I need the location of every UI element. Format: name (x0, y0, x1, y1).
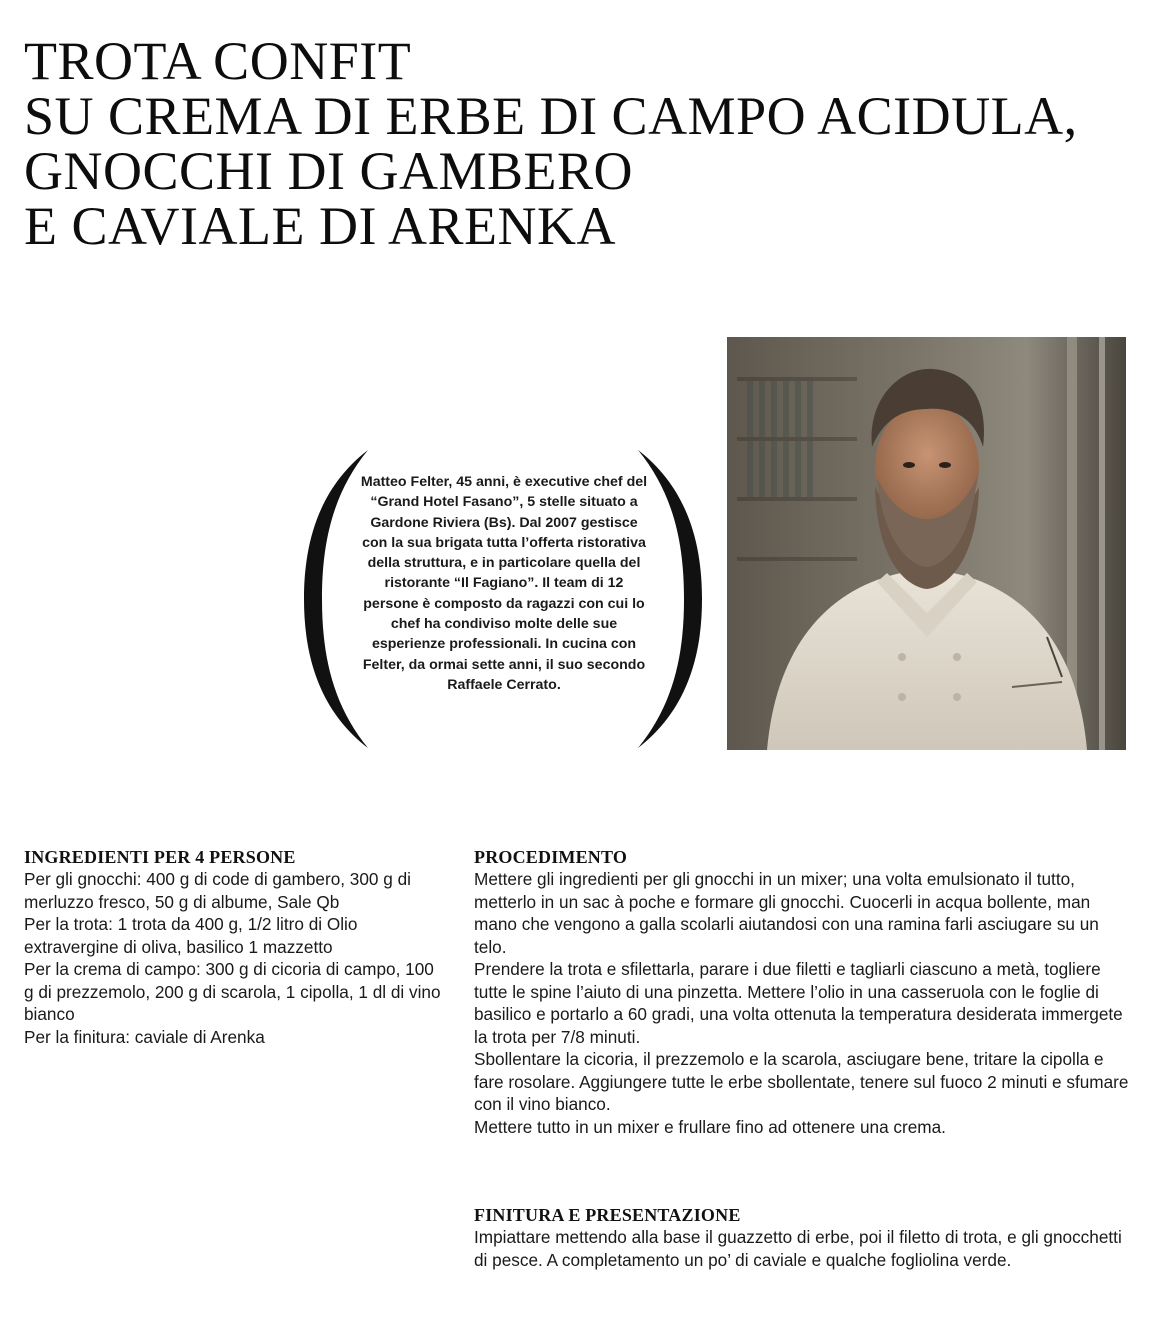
ingredients-list (24, 868, 442, 1048)
procedure-paragraph: Mettere tutto in un mixer e frullare fino ad ottenere una crema. (474, 1116, 946, 1137)
finishing-section (474, 1204, 1134, 1271)
right-parenthesis-icon (628, 448, 708, 750)
title-line-2: SU CREMA DI ERBE DI CAMPO ACIDULA, (24, 86, 1078, 146)
chef-bio-text: Matteo Felter, 45 anni, è executive chef del “Grand Hotel Fasano”, 5 stelle situato a Gardone Riviera (Bs). Dal 2007 gestisce con la sua brigata tutta l’offerta ristorativa della struttura, e in particolare quella del ristorante “Il Fagiano”. Il team di 12 persone è composto da ragazzi con cui lo chef ha condiviso molte delle sue esperienze professionali. In cucina con Felter, da ormai sette anni, il suo secondo Raffaele Cerrato. (360, 474, 648, 693)
ingredients-item: Per gli gnocchi: 400 g di code di gambero, 300 g di merluzzo fresco, 50 g di albume, Sale Qb (24, 869, 411, 912)
chef-bio-block (298, 448, 708, 750)
procedure-paragraph: Mettere gli ingredienti per gli gnocchi in un mixer; una volta emulsionato il tutto, metterlo in un sac à poche e formare gli gnocchi. Cuocerli in acqua bollente, man mano che vengono a galla scolarli aiutandosi con una ramina farli asciugare su un telo. (474, 869, 1099, 957)
ingredients-heading: INGREDIENTI PER 4 PERSONE (24, 847, 296, 867)
title-line-1: TROTA CONFIT (24, 31, 412, 91)
ingredients-item: Per la finitura: caviale di Arenka (24, 1026, 265, 1047)
procedure-paragraph: Prendere la trota e sfilettarla, parare i due filetti e tagliarli ciascuno a metà, togliere tutte le spine l’aiuto di una pinzetta. Mettere l’olio in una casseruola con le foglie di basilico e portarlo a 60 gradi, una volta ottenuta la temperatura desiderata immergete la trota per 7/8 minuti. (474, 959, 1123, 1047)
ingredients-section (24, 846, 442, 1048)
title-line-4: E CAVIALE DI ARENKA (24, 196, 616, 256)
ingredients-item: Per la crema di campo: 300 g di cicoria di campo, 100 g di prezzemolo, 200 g di scarola, 1 cipolla, 1 dl di vino bianco (24, 959, 441, 1024)
recipe-title (24, 31, 1144, 256)
chef-portrait (727, 337, 1126, 750)
title-line-3: GNOCCHI DI GAMBERO (24, 141, 634, 201)
finishing-body (474, 1226, 1134, 1271)
procedure-section (474, 846, 1134, 1138)
procedure-paragraph: Sbollentare la cicoria, il prezzemolo e la scarola, asciugare bene, tritare la cipolla e fare rosolare. Aggiungere tutte le erbe sbollentate, tenere sul fuoco 2 minuti e sfumare con il vino bianco. (474, 1049, 1129, 1114)
finishing-heading: FINITURA E PRESENTAZIONE (474, 1205, 741, 1225)
ingredients-item: Per la trota: 1 trota da 400 g, 1/2 litro di Olio extravergine di oliva, basilico 1 mazzetto (24, 914, 358, 957)
procedure-body (474, 868, 1134, 1138)
procedure-heading: PROCEDIMENTO (474, 847, 628, 867)
finishing-paragraph: Impiattare mettendo alla base il guazzetto di erbe, poi il filetto di trota, e gli gnocchetti di pesce. A completamento un po’ di caviale e qualche fogliolina verde. (474, 1227, 1122, 1270)
